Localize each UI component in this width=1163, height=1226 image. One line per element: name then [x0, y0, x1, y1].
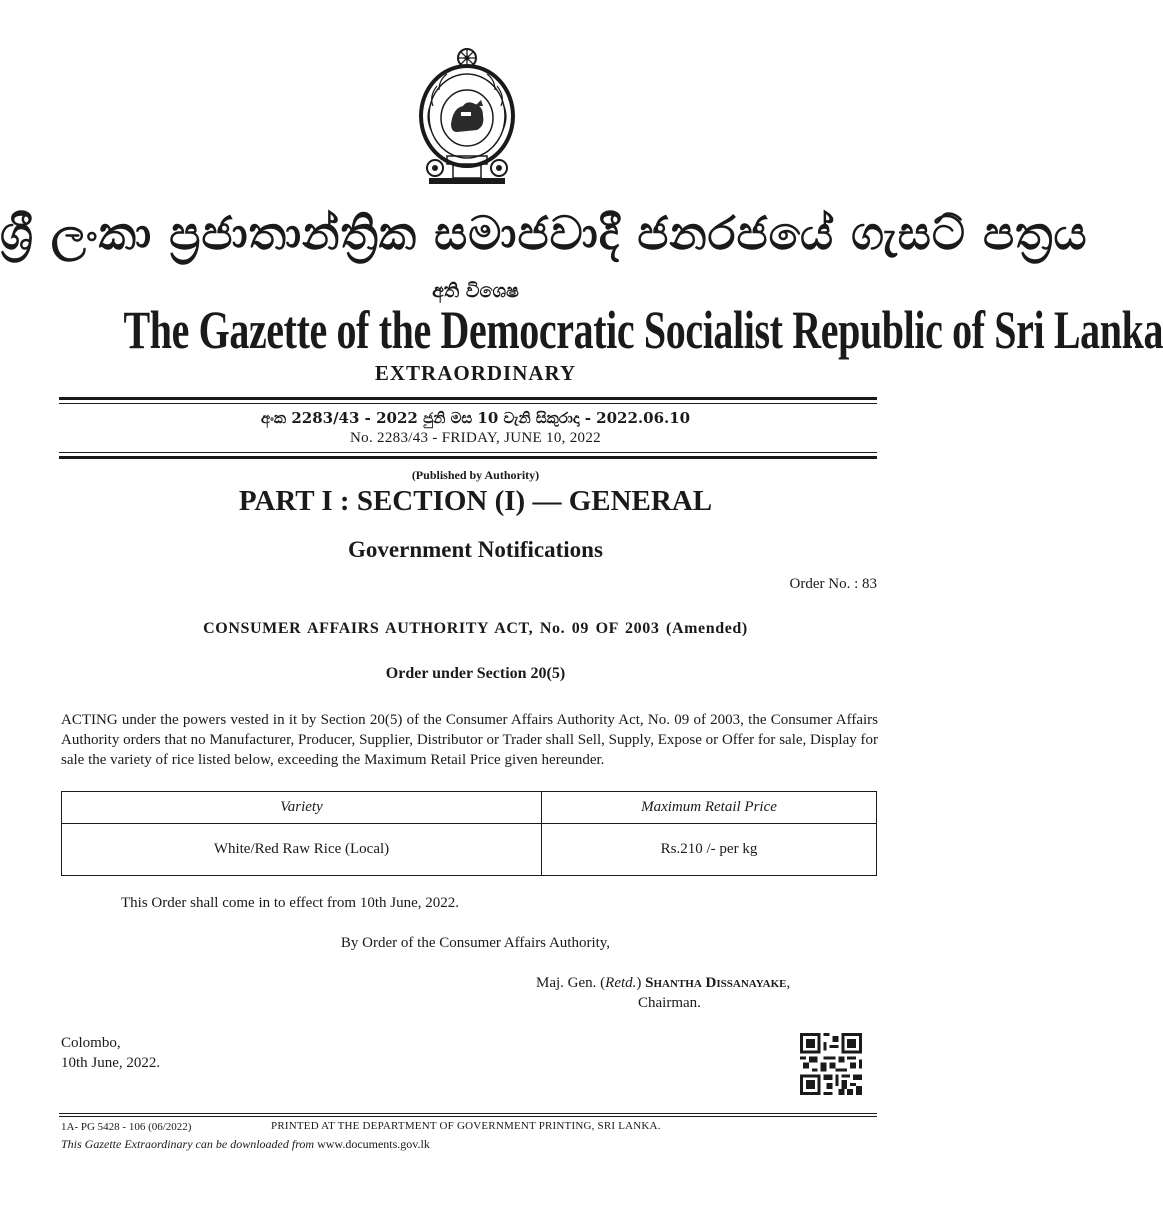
- act-title: CONSUMER AFFAIRS AUTHORITY ACT, No. 09 OF 2003 (Amended): [203, 620, 748, 637]
- effective-date-line: This Order shall come in to effect from 10th June, 2022.: [121, 895, 459, 911]
- download-note: [61, 1136, 430, 1152]
- footer-rule-2: [59, 1116, 877, 1117]
- signatory-trail: ,: [786, 975, 791, 991]
- signatory-retd: Retd.: [605, 975, 637, 991]
- issue-rule-thick: [59, 456, 877, 459]
- print-code: 1A- PG 5428 - 106 (06/2022): [61, 1121, 192, 1133]
- extraordinary-label: EXTRAORDINARY: [374, 361, 577, 385]
- by-order-line: By Order of the Consumer Affairs Authority,: [340, 935, 611, 951]
- table-row: [62, 824, 877, 876]
- gazette-title-english: The Gazette of the Democratic Socialist Republic of Sri Lanka: [123, 300, 1163, 360]
- extraordinary-sinhala: අති විශෙෂ: [432, 280, 519, 302]
- table-cell-price: Rs.210 /- per kg: [542, 824, 877, 876]
- published-by-authority: (Published by Authority): [411, 468, 540, 482]
- footer-rule-1: [59, 1113, 877, 1114]
- signatory-name: [536, 973, 790, 993]
- signatory-title: Chairman.: [638, 995, 701, 1011]
- sri-lanka-national-emblem-icon: [417, 44, 517, 186]
- printer-credit: PRINTED AT THE DEPARTMENT OF GOVERNMENT PRINTING, SRI LANKA.: [271, 1120, 661, 1132]
- section-heading: Government Notifications: [348, 537, 603, 562]
- signatory-suffix: ): [636, 975, 646, 991]
- table-header-variety: Variety: [62, 792, 542, 824]
- download-url[interactable]: www.documents.gov.lk: [314, 1137, 430, 1151]
- download-note-text: This Gazette Extraordinary can be downloaded from: [61, 1137, 315, 1151]
- issue-rule-thin: [59, 452, 877, 453]
- table-cell-variety: White/Red Raw Rice (Local): [62, 824, 542, 876]
- issue-line-sinhala: අංක 2283/43 - 2022 ජුනි මස 10 වැනි සිකුරාදා - 2022.06.10: [260, 409, 691, 427]
- issue-place: Colombo,: [61, 1035, 121, 1051]
- order-under-section: Order under Section 20(5): [385, 665, 566, 682]
- gazette-title-sinhala: ශ්‍රී ලංකා ප්‍රජාතාන්ත්‍රික සමාජවාදී ජනරජයේ ගැසට් පත්‍රය: [0, 206, 1088, 260]
- header-rule-thick: [59, 397, 877, 400]
- qr-code-icon: [800, 1033, 862, 1095]
- price-table: [61, 791, 877, 876]
- table-header-max-price: Maximum Retail Price: [542, 792, 877, 824]
- signatory-person: Shantha Dissanayake: [645, 975, 787, 991]
- order-body-paragraph: ACTING under the powers vested in it by Section 20(5) of the Consumer Affairs Authority Act, No. 09 of 2003, the Consumer Affairs Authority orders that no Manufacturer, Producer, Supplier, Distributor or Trader shall Sell, Supply, Expose or Offer for sale, Display for sale the variety of rice listed below, exceeding the Maximum Retail Price given hereunder.: [61, 712, 878, 768]
- header-rule-thin: [59, 403, 877, 404]
- part-section-title: PART I : SECTION (I) — GENERAL: [238, 485, 713, 517]
- issue-line-english: No. 2283/43 - FRIDAY, JUNE 10, 2022: [350, 430, 601, 446]
- signatory-prefix: Maj. Gen. (: [536, 975, 606, 991]
- order-number: Order No. : 83: [789, 576, 877, 592]
- table-header-row: [62, 792, 877, 824]
- issue-date: 10th June, 2022.: [61, 1055, 161, 1071]
